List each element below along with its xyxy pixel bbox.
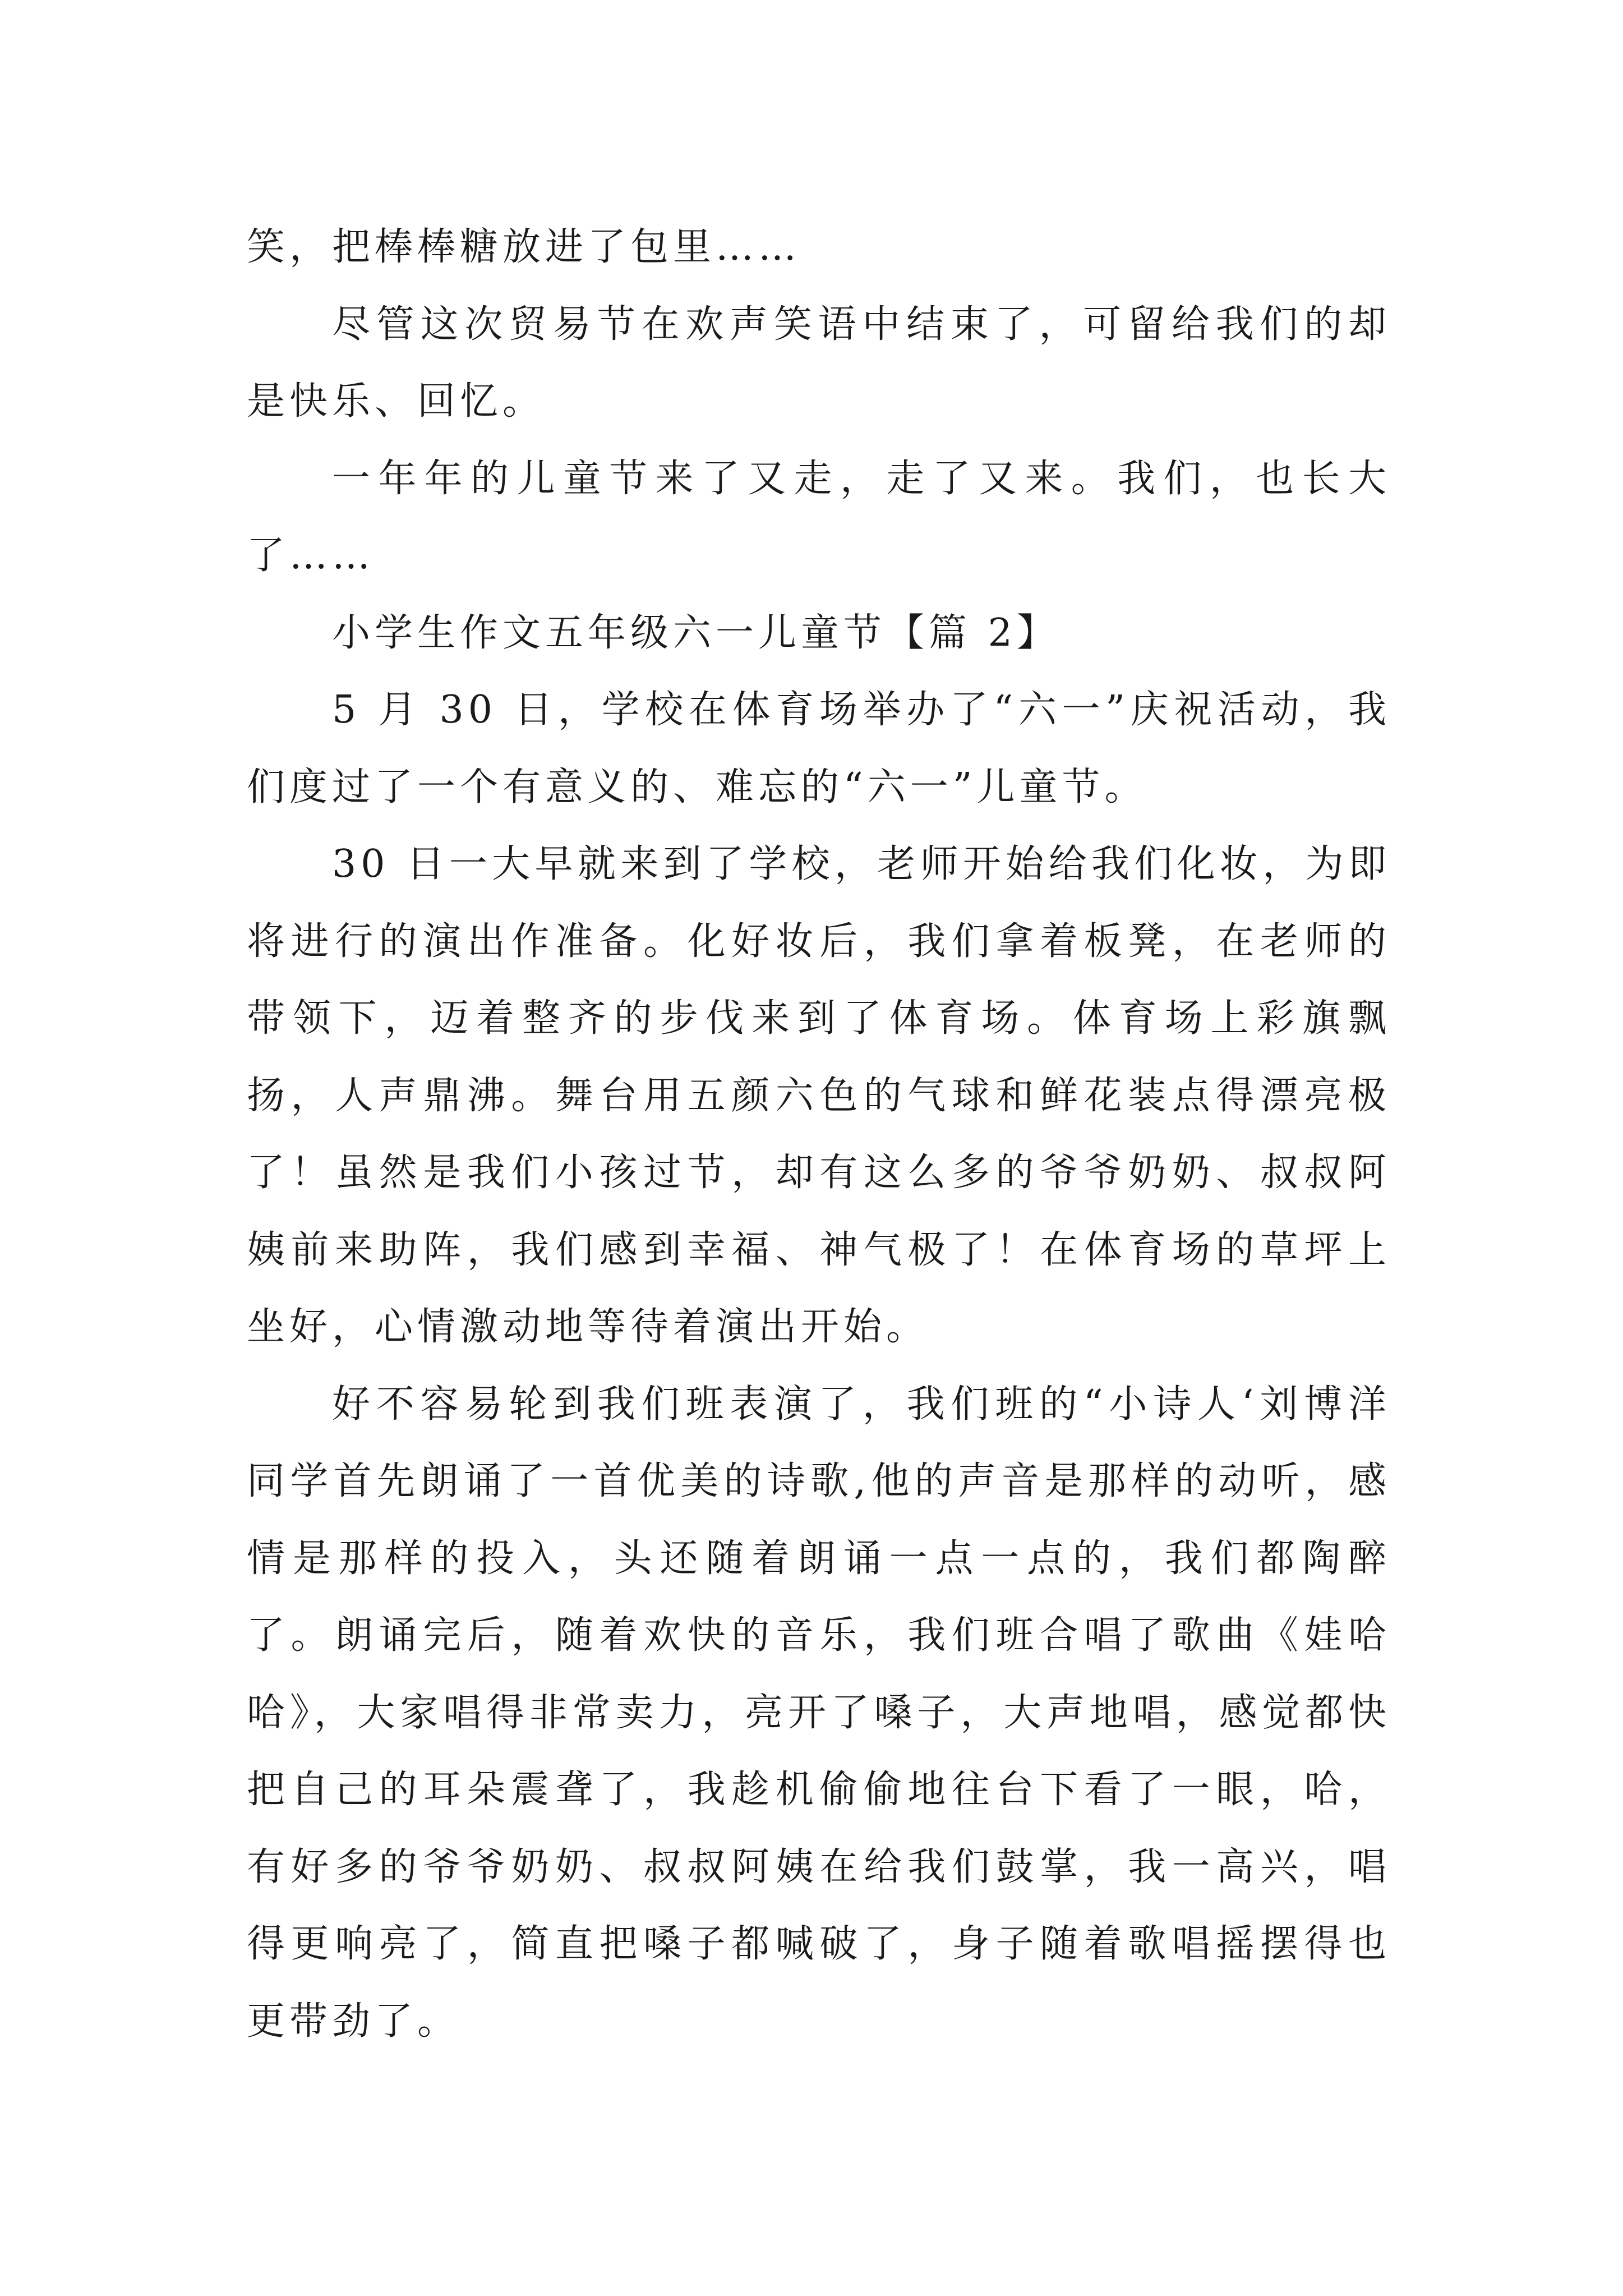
paragraph-trade-festival-end: 尽管这次贸易节在欢声笑语中结束了，可留给我们的却是快乐、回忆。 [247,302,1391,424]
paragraph-growing-up: 一年年的儿童节来了又走，走了又来。我们，也长大了…… [247,456,1391,578]
paragraph-continuation: 笑，把棒棒糖放进了包里…… [247,225,801,269]
document-body [247,209,1391,2060]
paragraph-morning-preparation: 30 日一大早就来到了学校，老师开始给我们化妆，为即将进行的演出作准备。化好妆后，我们拿着板凳，在老师的带领下，迈着整齐的步伐来到了体育场。体育场上彩旗飘扬，人声鼎沸。舞台用五颜六色的气球和鲜花装点得漂亮极了！虽然是我们小孩过节，却有这么多的爷爷奶奶、叔叔阿姨前来助阵，我们感到幸福、神气极了！在体育场的草坪上坐好，心情激动地等待着演出开始。 [247,842,1391,1349]
section-heading: 小学生作文五年级六一儿童节【篇 2】 [332,610,1059,655]
paragraph-class-performance: 好不容易轮到我们班表演了，我们班的“小诗人‘刘博洋同学首先朗诵了一首优美的诗歌,他的声音是那样的动听，感情是那样的投入，头还随着朗诵一点一点的，我们都陶醉了。朗诵完后，随着欢快的音乐，我们班合唱了歌曲《娃哈哈》，大家唱得非常卖力，亮开了嗓子，大声地唱，感觉都快把自己的耳朵震聋了，我趁机偷偷地往台下看了一眼，哈，有好多的爷爷奶奶、叔叔阿姨在给我们鼓掌，我一高兴，唱得更响亮了，简直把嗓子都喊破了，身子随着歌唱摇摆得也更带劲了。 [247,1382,1391,2044]
paragraph-celebration-intro: 5 月 30 日，学校在体育场举办了“六一”庆祝活动，我们度过了一个有意义的、难忘的“六一”儿童节。 [247,688,1391,809]
